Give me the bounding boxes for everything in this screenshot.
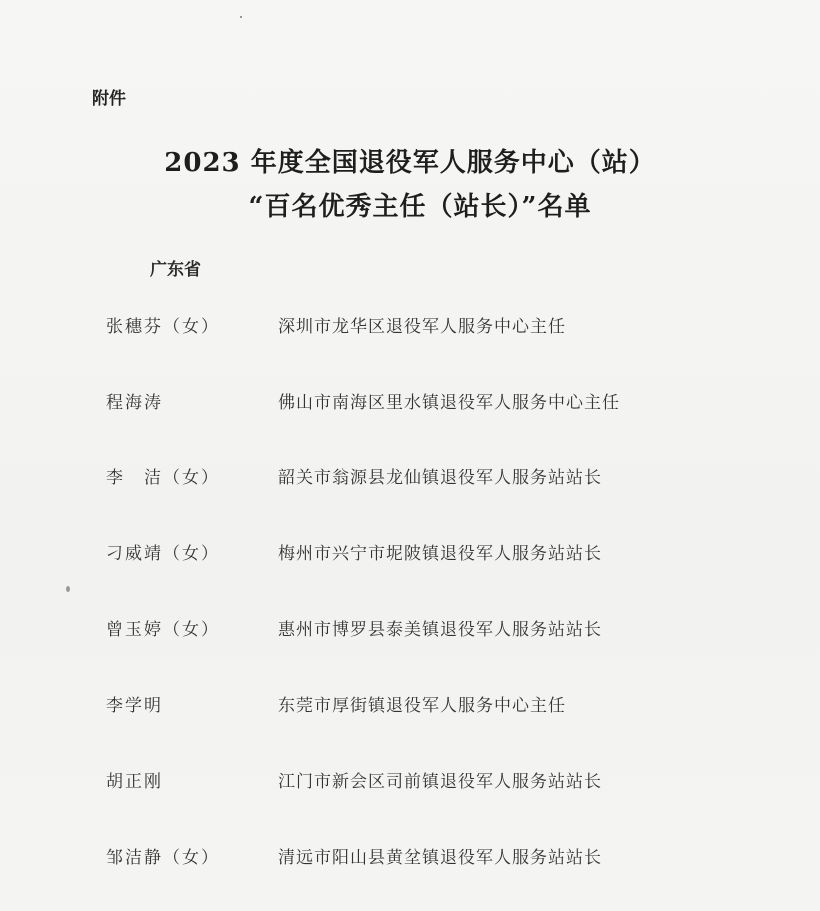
document-title-line2: “百名优秀主任（站长）”名单 bbox=[248, 192, 592, 222]
document-title-line1: 2023 年度全国退役军人服务中心（站） bbox=[164, 148, 656, 178]
entry-name: 刁威靖（女） bbox=[106, 544, 220, 564]
entry-name: 胡正刚 bbox=[106, 772, 163, 792]
entry-name: 程海涛 bbox=[106, 393, 163, 413]
entry-role: 韶关市翁源县龙仙镇退役军人服务站站长 bbox=[278, 468, 602, 488]
entry-name: 邹洁静（女） bbox=[106, 848, 220, 868]
entry-role: 惠州市博罗县泰美镇退役军人服务站站长 bbox=[278, 620, 602, 640]
list-item bbox=[0, 767, 820, 797]
list-item bbox=[0, 312, 820, 342]
attachment-label: 附件 bbox=[92, 89, 126, 109]
entry-name: 张穗芬（女） bbox=[106, 317, 220, 337]
entry-name: 曾玉婷（女） bbox=[106, 620, 220, 640]
entry-role: 东莞市厚街镇退役军人服务中心主任 bbox=[278, 696, 566, 716]
entry-role: 江门市新会区司前镇退役军人服务站站长 bbox=[278, 772, 602, 792]
list-item bbox=[0, 539, 820, 569]
province-heading: 广东省 bbox=[150, 260, 201, 280]
entry-role: 深圳市龙华区退役军人服务中心主任 bbox=[278, 317, 566, 337]
list-item bbox=[0, 615, 820, 645]
scan-speck bbox=[66, 586, 70, 592]
list-item bbox=[0, 691, 820, 721]
entry-role: 佛山市南海区里水镇退役军人服务中心主任 bbox=[278, 393, 620, 413]
list-item bbox=[0, 843, 820, 873]
entry-role: 清远市阳山县黄坌镇退役军人服务站站长 bbox=[278, 848, 602, 868]
list-item bbox=[0, 388, 820, 418]
entry-role: 梅州市兴宁市坭陂镇退役军人服务站站长 bbox=[278, 544, 602, 564]
scan-speck bbox=[240, 16, 242, 18]
entry-name: 李学明 bbox=[106, 696, 163, 716]
entry-name: 李 洁（女） bbox=[106, 468, 220, 488]
list-item bbox=[0, 463, 820, 493]
